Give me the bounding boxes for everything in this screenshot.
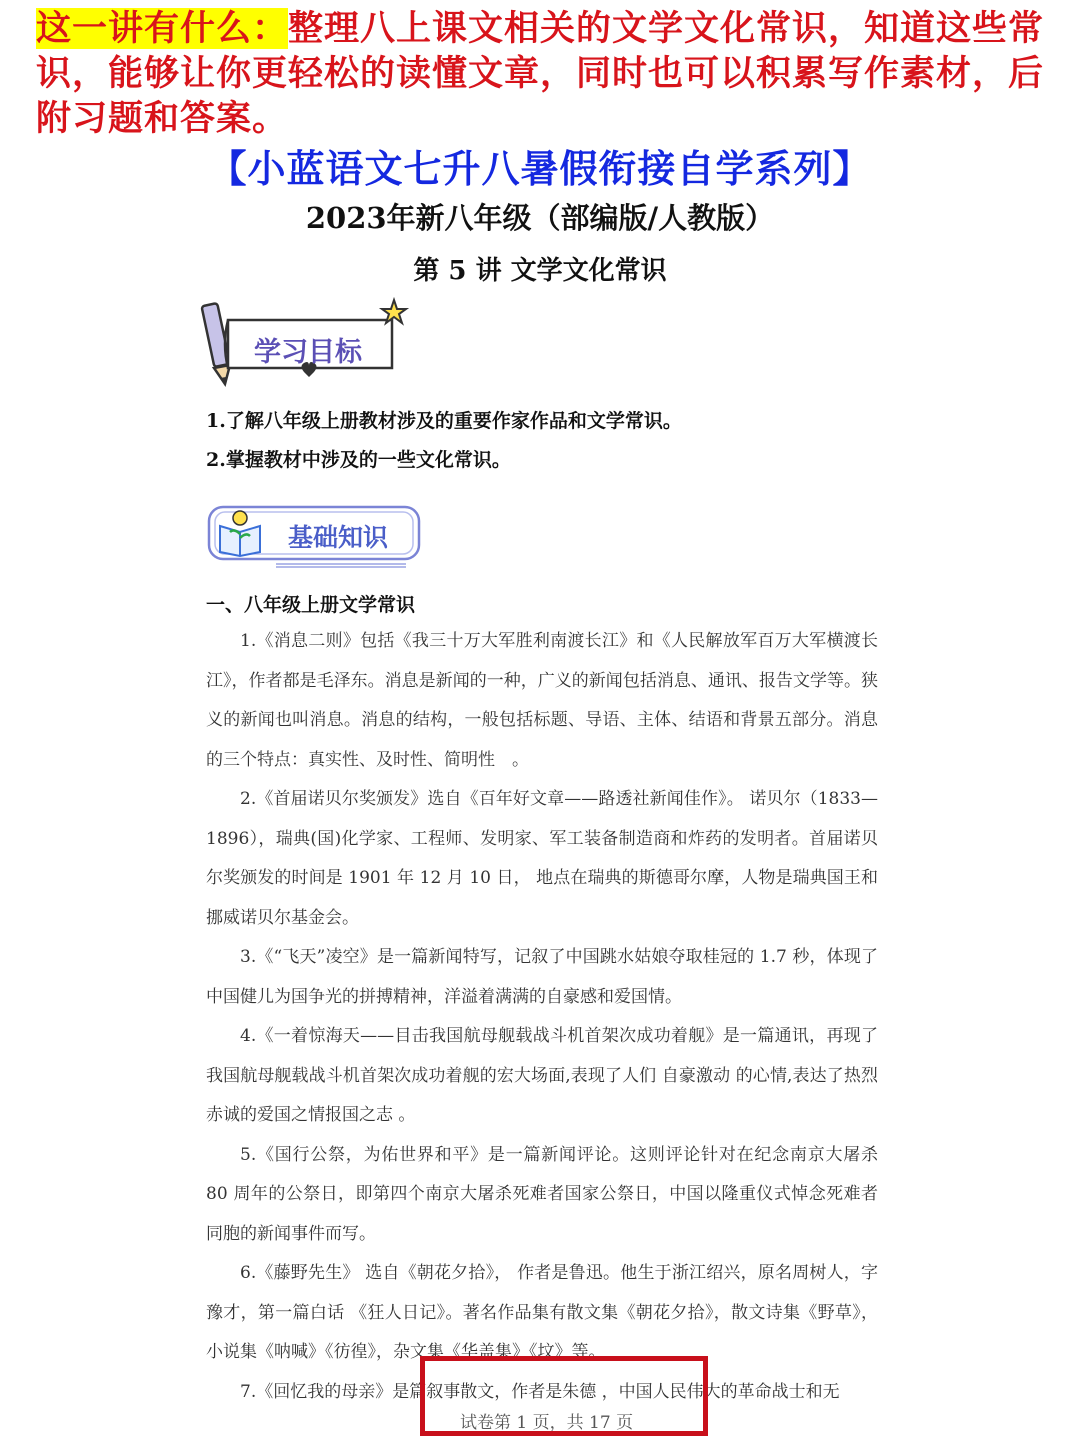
intro-text: 整理八上课文相关的文学文化常识，知道这些常识，能够让你更轻松的读懂文章，同时也可以积累写作素材，后附习题和答案。: [36, 8, 1045, 139]
section-heading: 一、八年级上册文学常识: [206, 594, 416, 616]
paragraph-7: 7.《回忆我的母亲》是篇叙事散文，作者是朱德 ，中国人民伟大的革命战士和无: [240, 1381, 840, 1402]
paragraph-2: 2.《首届诺贝尔奖颁发》选自《百年好文章——路透社新闻佳作》。 诺贝尔（1833—1896），瑞典(国)化学家、工程师、发明家、军工装备制造商和炸药的发明者。首届诺贝尔奖颁发的时间是 1901 年 12 月 10 日， 地点在瑞典的斯德哥尔摩，人物是瑞典国王和挪威诺贝尔基金会。: [206, 789, 878, 928]
goal-1: 1.了解八年级上册教材涉及的重要作家作品和文学常识。: [206, 410, 682, 432]
intro-banner: [36, 6, 1046, 141]
lesson-title: 第 5 讲 文学文化常识: [413, 256, 667, 286]
highlight-box: [420, 1356, 708, 1436]
section-body: [206, 622, 878, 1412]
learning-goals-label: 学习目标: [254, 337, 362, 368]
series-title: 【小蓝语文七升八暑假衔接自学系列】: [208, 147, 872, 191]
paragraph-6: 6.《藤野先生》 选自《朝花夕拾》， 作者是鲁迅。他生于浙江绍兴，原名周树人，字豫才，第一篇白话 《狂人日记》。著名作品集有散文集《朝花夕拾》，散文诗集《野草》，小说集《呐喊》《彷徨》，杂文集《华盖集》《坟》等。: [206, 1263, 878, 1362]
paragraph-1: 1.《消息二则》包括《我三十万大军胜利南渡长江》和《人民解放军百万大军横渡长江》，作者都是毛泽东。消息是新闻的一种，广义的新闻包括消息、通讯、报告文学等。狭义的新闻也叫消息。消息的结构，一般包括标题、导语、主体、结语和背景五部分。消息的三个特点：真实性、及时性、简明性 。: [206, 631, 878, 770]
intro-highlight: 这一讲有什么：: [36, 8, 289, 49]
paragraph-3: 3.《“飞天”凌空》是一篇新闻特写，记叙了中国跳水姑娘夺取桂冠的 1.7 秒，体现了中国健儿为国争光的拼搏精神，洋溢着满满的自豪感和爱国情。: [206, 947, 878, 1007]
basic-knowledge-label: 基础知识: [288, 523, 389, 552]
basic-knowledge-badge: [206, 504, 422, 570]
paragraph-5: 5.《国行公祭，为佑世界和平》是一篇新闻评论。这则评论针对在纪念南京大屠杀 80 周年的公祭日，即第四个南京大屠杀死难者国家公祭日，中国以隆重仪式悼念死难者同胞的新闻事件而写。: [206, 1144, 878, 1244]
goal-2: 2.掌握教材中涉及的一些文化常识。: [206, 449, 511, 471]
page-footer: 试卷第 1 页，共 17 页: [460, 1413, 634, 1433]
grade-title: 2023年新八年级（部编版/人教版）: [305, 201, 775, 235]
learning-goals-badge: [200, 296, 410, 388]
paragraph-4: 4.《一着惊海天——目击我国航母舰载战斗机首架次成功着舰》是一篇通讯，再现了我国航母舰载战斗机首架次成功着舰的宏大场面,表现了人们 自豪激动 的心情,表达了热烈赤诚的爱国之情报国之志 。: [206, 1026, 878, 1125]
